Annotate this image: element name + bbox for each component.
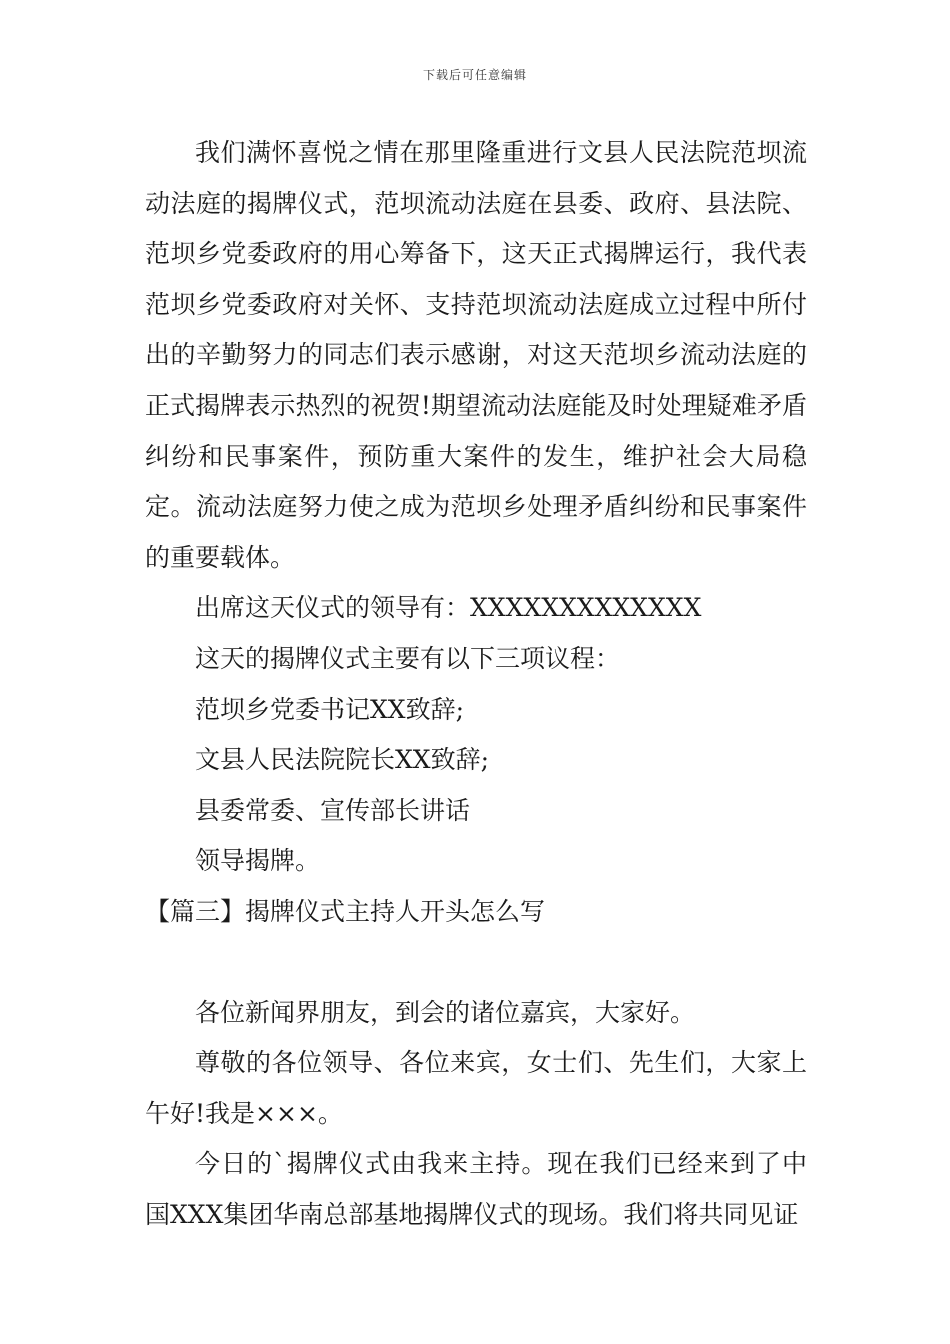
blank-line (145, 938, 807, 988)
document-body (145, 128, 807, 1240)
agenda-item-4: 领导揭牌。 (195, 846, 321, 876)
paragraph-agenda-intro: 这天的揭牌仪式主要有以下三项议程： (195, 643, 621, 673)
paragraph-host-intro: 尊敬的各位领导、各位来宾，女士们、先生们，大家上午好!我是×××。 (145, 1048, 807, 1128)
paragraph-opening-speech: 我们满怀喜悦之情在那里隆重进行文县人民法院范坝流动法庭的揭牌仪式，范坝流动法庭在县委、政府、县法院、范坝乡党委政府的用心筹备下，这天正式揭牌运行，我代表范坝乡党委政府对关怀、支持范坝流动法庭成立过程中所付出的辛勤努力的同志们表示感谢，对这天范坝乡流动法庭的正式揭牌表示热烈的祝贺!期望流动法庭能及时处理疑难矛盾纠纷和民事案件，预防重大案件的发生，维护社会大局稳定。流动法庭努力使之成为范坝乡处理矛盾纠纷和民事案件的重要载体。 (145, 138, 807, 572)
paragraph-greeting: 各位新闻界朋友，到会的诸位嘉宾，大家好。 (195, 997, 696, 1027)
agenda-item-2: 文县人民法院院长XX致辞; (195, 745, 490, 775)
page-header: 下载后可任意编辑 (422, 68, 527, 82)
paragraph-attending-leaders: 出席这天仪式的领导有：XXXXXXXXXXXXX (195, 593, 702, 623)
section-heading: 【篇三】揭牌仪式主持人开头怎么写 (145, 896, 546, 926)
agenda-item-1: 范坝乡党委书记XX致辞; (195, 694, 465, 724)
paragraph-ceremony-start: 今日的`揭牌仪式由我来主持。现在我们已经来到了中国XXX集团华南总部基地揭牌仪式的现场。我们将共同见证 (145, 1149, 807, 1229)
agenda-item-3: 县委常委、宣传部长讲话 (195, 795, 471, 825)
